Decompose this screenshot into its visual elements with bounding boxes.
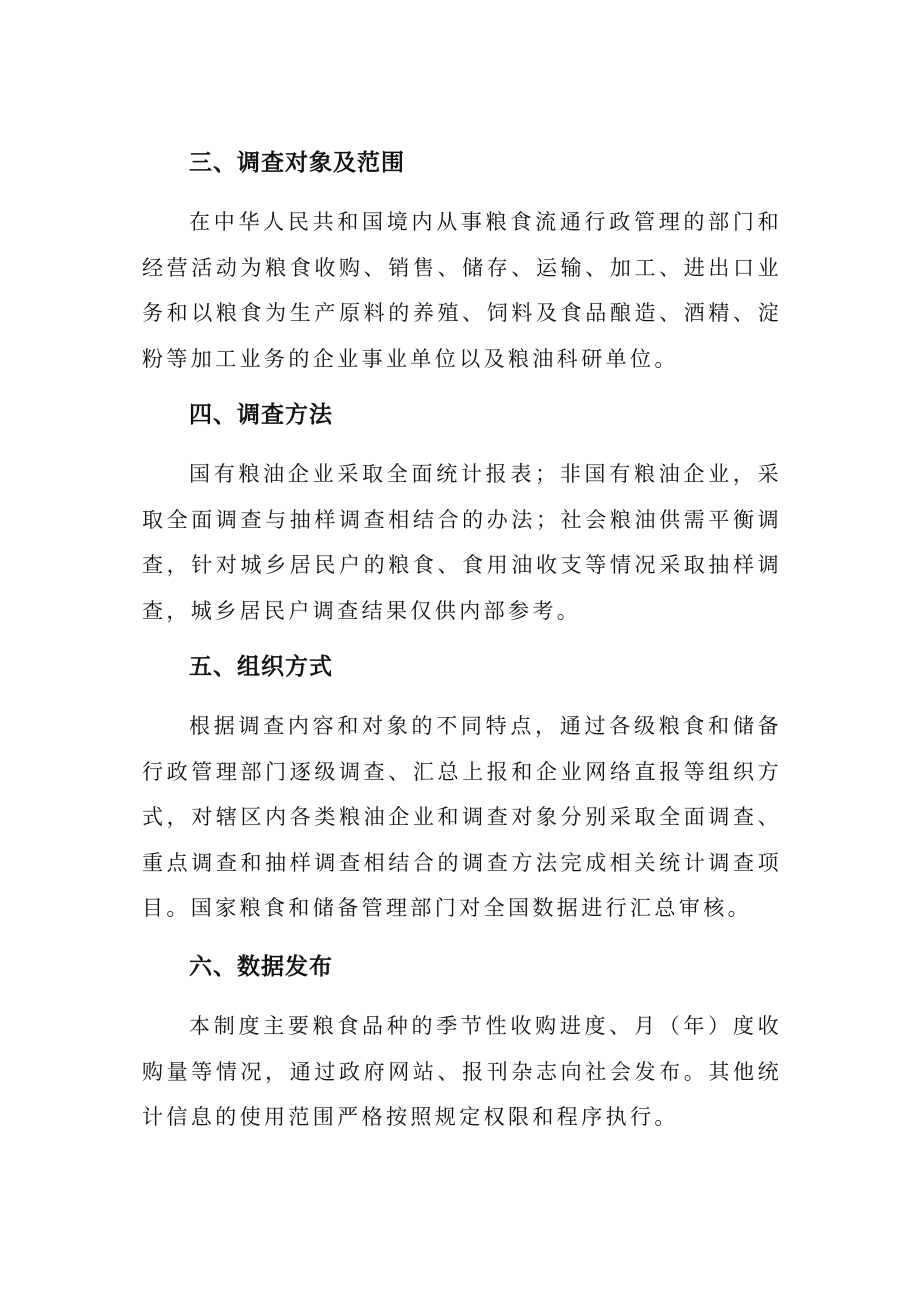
section-survey-scope <box>142 148 782 382</box>
section-data-release <box>142 952 782 1141</box>
section-heading: 六、数据发布 <box>189 954 333 980</box>
section-paragraph: 国有粮油企业采取全面统计报表；非国有粮油企业，采取全面调查与抽样调查相结合的办法；社会粮油供需平衡调查，针对城乡居民户的粮食、食用油收支等情况采取抽样调查，城乡居民户调查结果仅供内部参考。 <box>142 462 782 623</box>
section-heading: 四、调查方法 <box>189 402 333 428</box>
section-paragraph: 本制度主要粮食品种的季节性收购进度、月（年）度收购量等情况，通过政府网站、报刊杂志向社会发布。其他统计信息的使用范围严格按照规定权限和程序执行。 <box>142 1014 782 1129</box>
section-organization <box>142 652 782 932</box>
section-heading: 五、组织方式 <box>189 654 333 680</box>
section-paragraph: 根据调查内容和对象的不同特点，通过各级粮食和储备行政管理部门逐级调查、汇总上报和企业网络直报等组织方式，对辖区内各类粮油企业和调查对象分别采取全面调查、重点调查和抽样调查相结合的调查方法完成相关统计调查项目。国家粮食和储备管理部门对全国数据进行汇总审核。 <box>142 714 782 920</box>
section-survey-method <box>142 400 782 634</box>
section-paragraph: 在中华人民共和国境内从事粮食流通行政管理的部门和经营活动为粮食收购、销售、储存、运输、加工、进出口业务和以粮食为生产原料的养殖、饲料及食品酿造、酒精、淀粉等加工业务的企业事业单位以及粮油科研单位。 <box>142 210 782 371</box>
section-heading: 三、调查对象及范围 <box>189 150 405 176</box>
